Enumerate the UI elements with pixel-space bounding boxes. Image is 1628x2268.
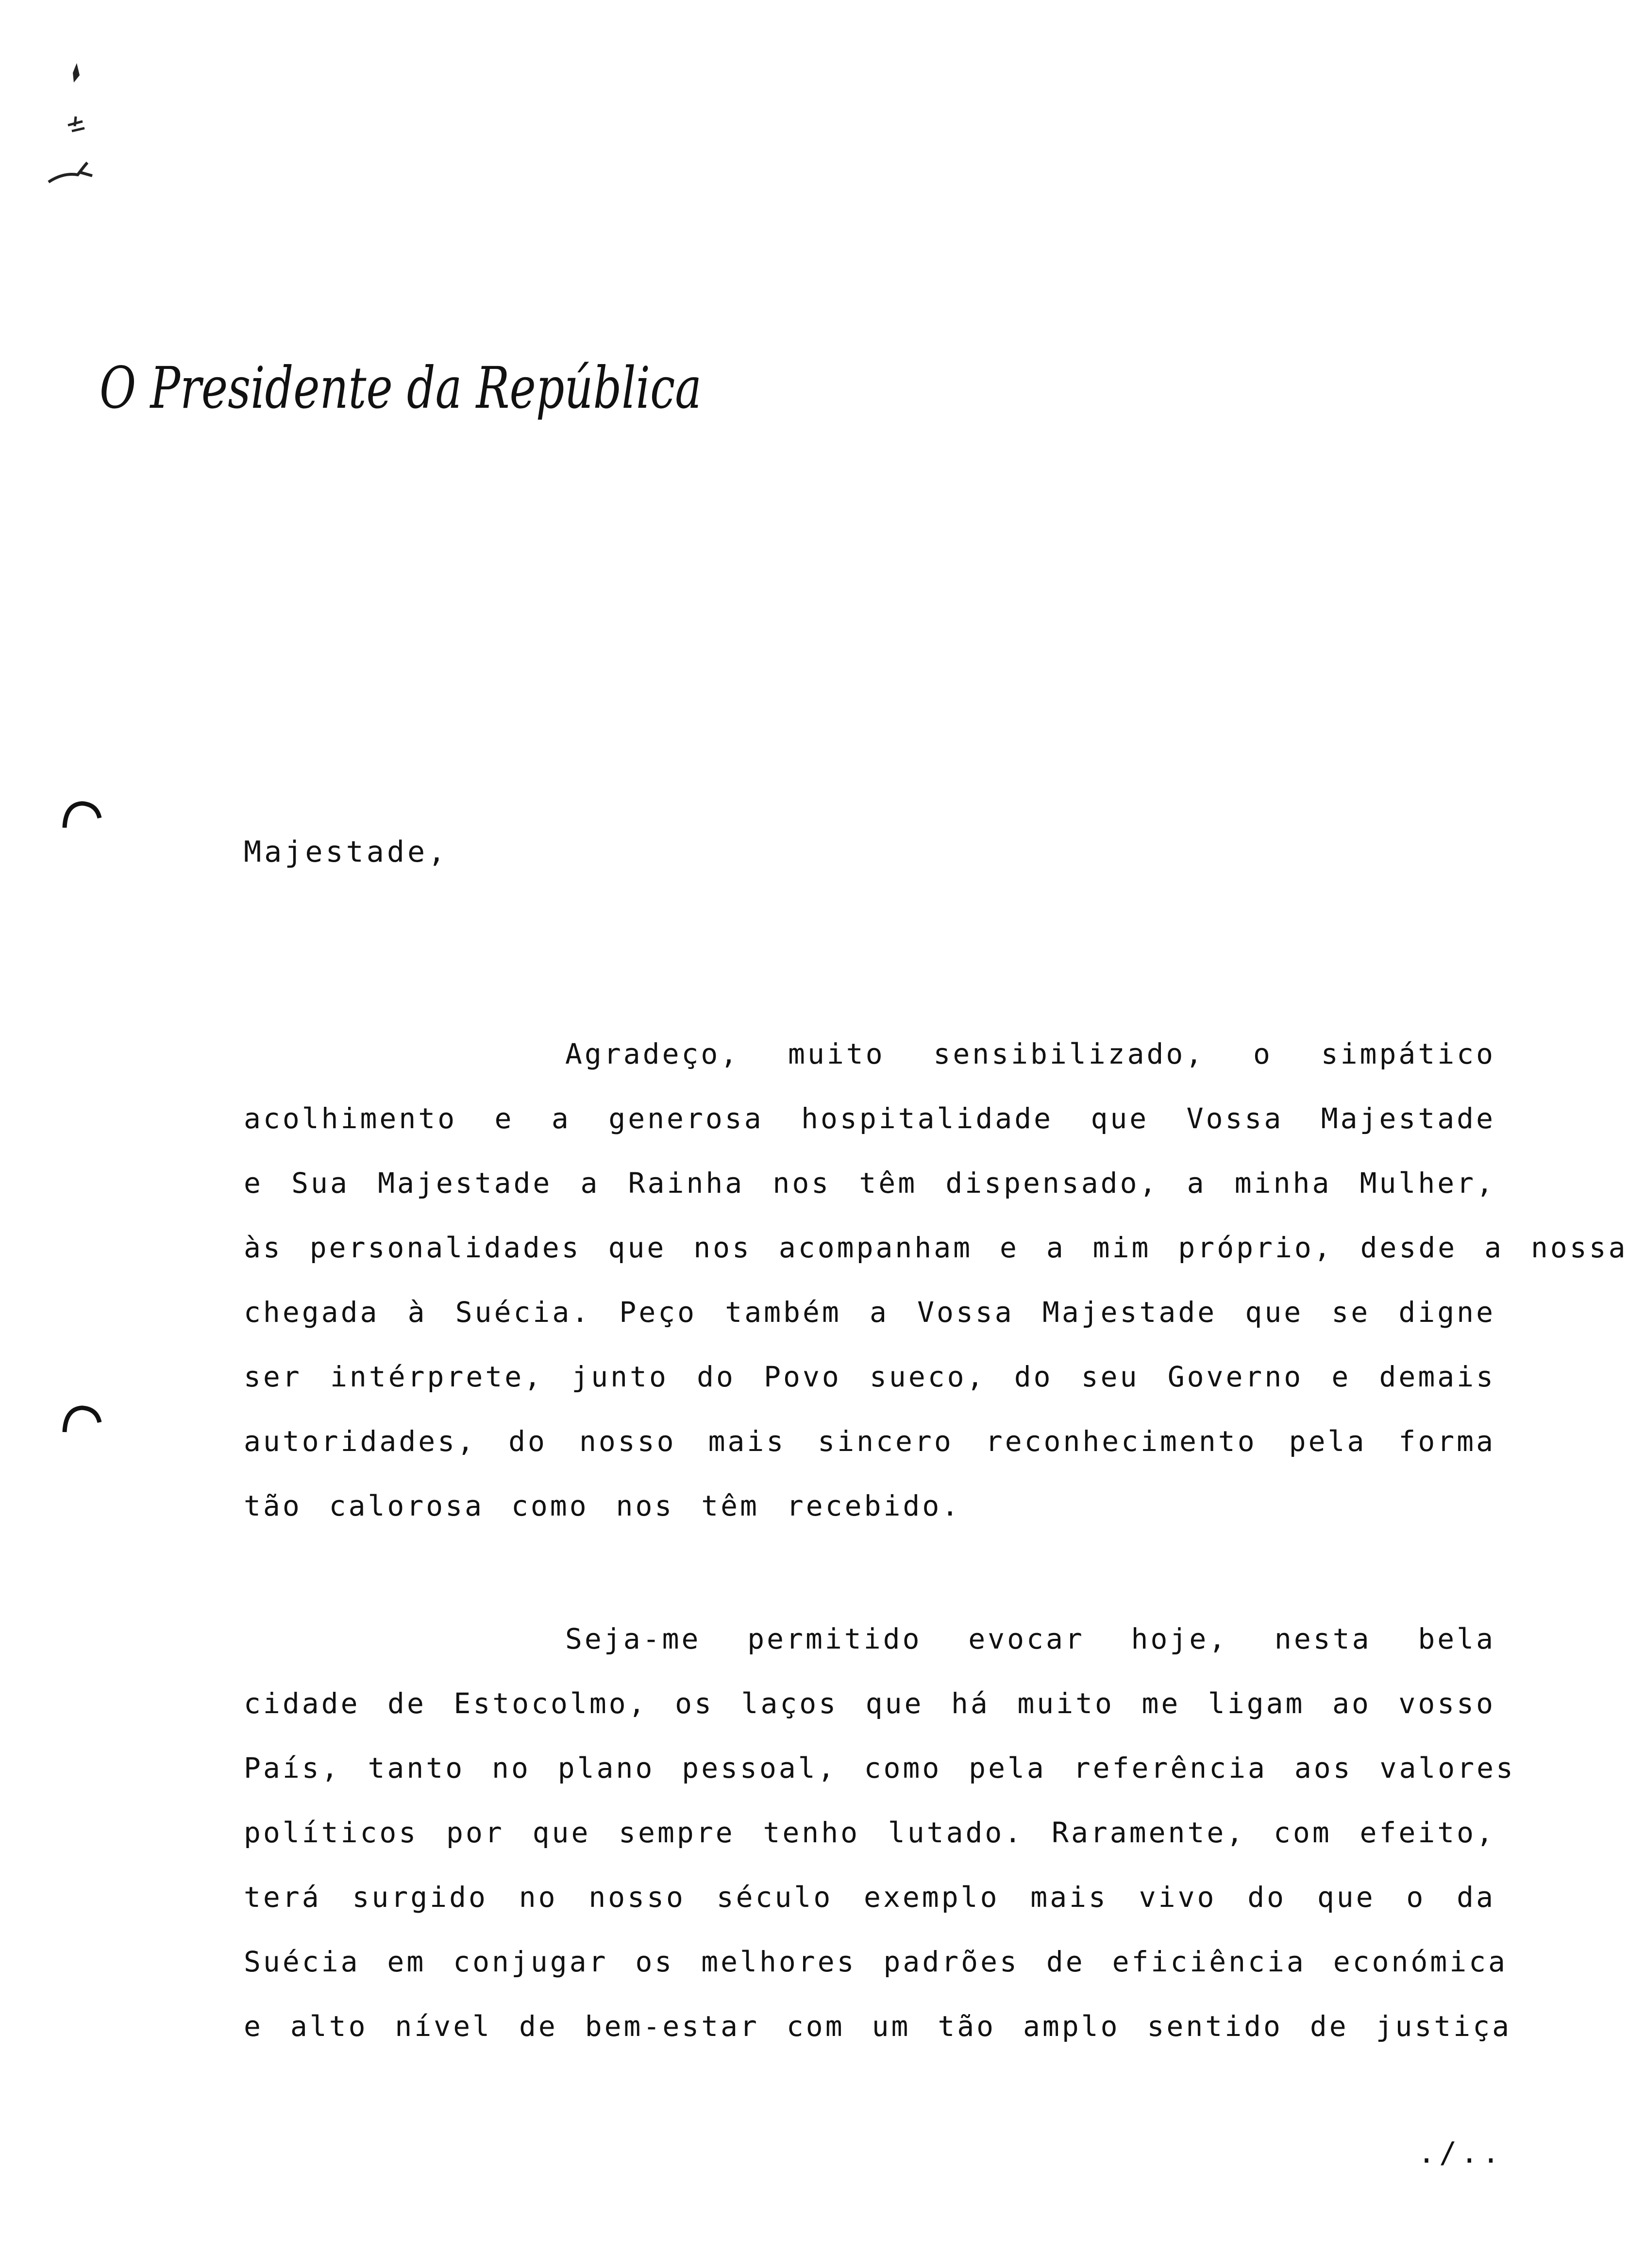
text-line: País, tanto no plano pessoal, como pela referência aos valores: [244, 1751, 1515, 1784]
text-line: terá surgido no nosso século exemplo mais vivo do que o da: [244, 1881, 1495, 1914]
text-line: políticos por que sempre tenho lutado. Raramente, com efeito,: [244, 1816, 1495, 1849]
text-line: Suécia em conjugar os melhores padrões de eficiência económica: [244, 1945, 1508, 1978]
text-line: tão calorosa como nos têm recebido.: [244, 1489, 961, 1522]
svg-text:O Presidente da República: O Presidente da República: [100, 354, 702, 421]
paragraph-1: [244, 1022, 1628, 1538]
salutation: Majestade,: [244, 835, 449, 869]
text-line: autoridades, do nosso mais sincero reconhecimento pela forma: [244, 1425, 1495, 1458]
handwritten-marks: [39, 53, 107, 189]
text-line: às personalidades que nos acompanham e a mim próprio, desde a nossa: [244, 1231, 1628, 1264]
letterhead: [100, 335, 706, 432]
continuation-mark: ./..: [1418, 2136, 1504, 2170]
punch-hole-bottom: [61, 1403, 101, 1444]
text-line: e alto nível de bem-estar com um tão amplo sentido de justiça: [244, 2010, 1512, 2043]
text-line: Seja-me permitido evocar hoje, nesta bela: [565, 1622, 1495, 1655]
paragraph-2: [244, 1607, 1515, 2059]
text-line: chegada à Suécia. Peço também a Vossa Majestade que se digne: [244, 1296, 1495, 1329]
punch-hole-top: [61, 799, 101, 839]
text-line: ser intérprete, junto do Povo sueco, do seu Governo e demais: [244, 1360, 1495, 1393]
text-line: Agradeço, muito sensibilizado, o simpático: [565, 1037, 1495, 1070]
text-line: acolhimento e a generosa hospitalidade que Vossa Majestade: [244, 1102, 1495, 1135]
text-line: e Sua Majestade a Rainha nos têm dispensado, a minha Mulher,: [244, 1167, 1495, 1200]
text-line: cidade de Estocolmo, os laços que há muito me ligam ao vosso: [244, 1687, 1495, 1720]
